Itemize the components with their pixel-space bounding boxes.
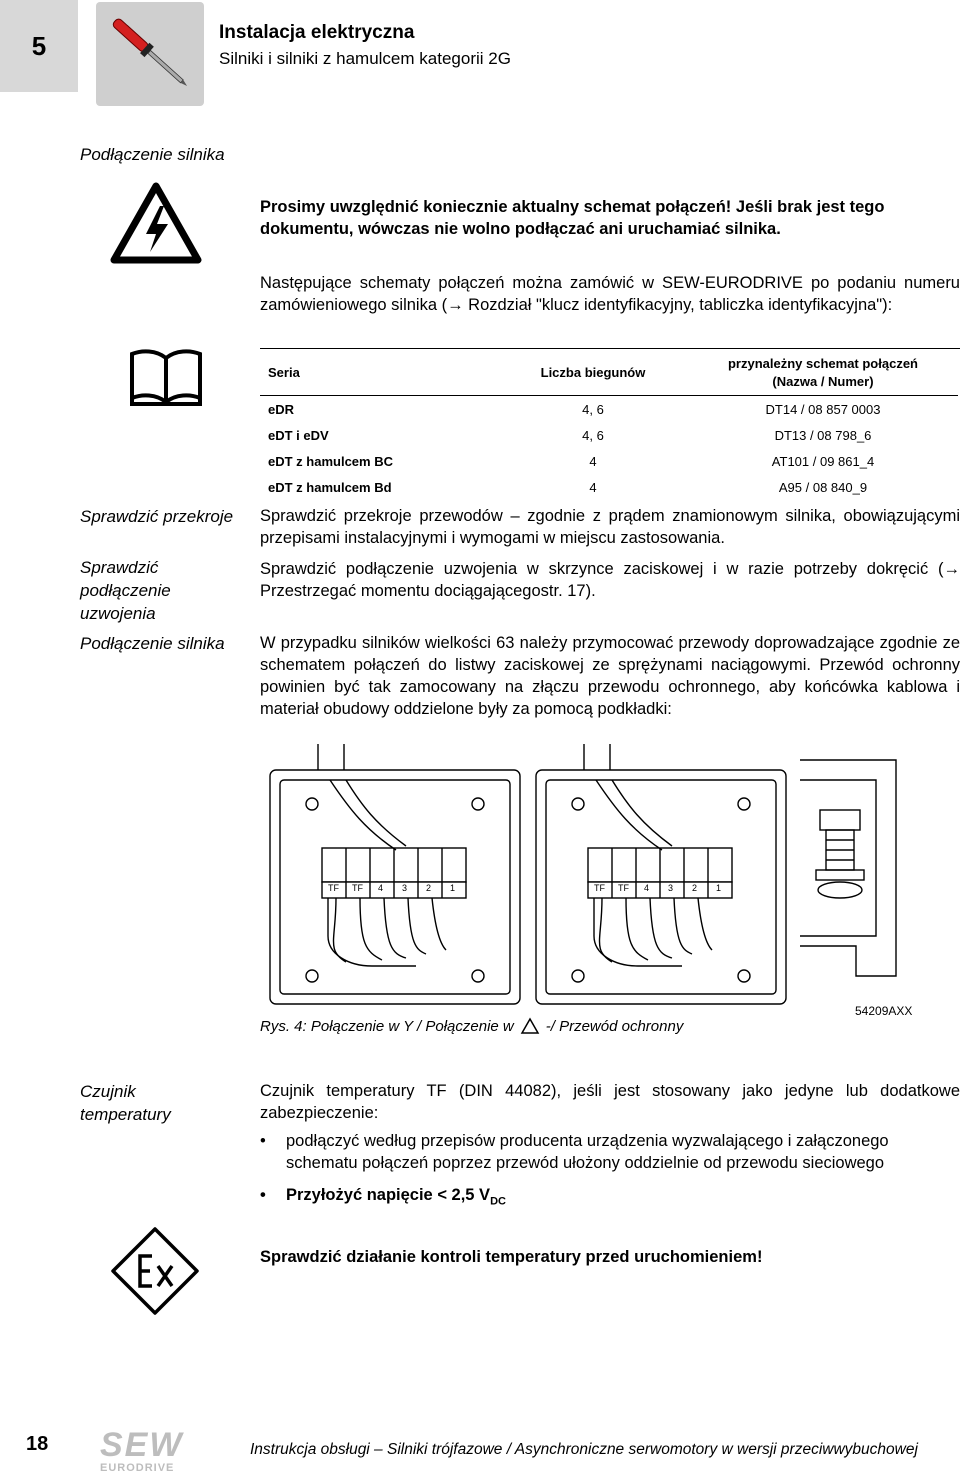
temperature-check-warning: Sprawdzić działanie kontroli temperatury przed uruchomieniem! [260, 1248, 763, 1266]
column-header-series: Seria [260, 349, 498, 396]
table-cell-diagram: AT101 / 09 861_4 [771, 453, 875, 469]
page-number: 18 [26, 1433, 49, 1455]
side-label-temperature-sensor: Czujnik temperatury [80, 1082, 171, 1124]
table-row [260, 448, 958, 474]
ground-terminal-detail [800, 760, 896, 976]
table-cell-poles: 4, 6 [582, 427, 604, 443]
terminal-label: TF [618, 883, 629, 893]
terminal-label: 1 [716, 883, 722, 893]
table-cell-series: eDT i eDV [268, 427, 329, 443]
voltage-subscript: DC [490, 1195, 506, 1208]
table-cell-series: eDT z hamulcem BC [268, 453, 393, 469]
figure-caption-part2: -/ Przewód ochronny [545, 1017, 684, 1035]
delta-triangle-icon [520, 1017, 540, 1035]
terminal-label: 3 [668, 883, 674, 893]
table-header-row [260, 349, 958, 396]
table-cell-series: eDR [268, 401, 295, 417]
figure-caption-part1: Rys. 4: Połączenie w Y / Połączenie w [260, 1017, 514, 1035]
column-header-diagram-line1: przynależny schemat połączeń [727, 355, 918, 371]
table-row [260, 422, 958, 448]
table-cell-series: eDT z hamulcem Bd [268, 479, 392, 495]
terminal-box-delta [536, 744, 786, 1004]
table-cell-poles: 4, 6 [582, 401, 604, 417]
column-header-diagram [688, 349, 958, 396]
motor-connection-paragraph: W przypadku silników wielkości 63 należy przymocować przewody doprowadzające zgodnie ze schematem połączeń do listwy zaciskowej ze sprężynami naciągowymi. Przewód ochronny powinien być tak zamocowany na złączu przewodu ochronnego, aby końcówka kablowa i materiał obudowy oddzielone były za pomocą podkładki: [260, 634, 960, 718]
cross-section-paragraph: Sprawdzić przekroje przewodów – zgodnie z prądem znamionowym silnika, obowiązującymi przepisami instalacyjnymi i wymogami w miejscu zastosowania. [260, 507, 960, 547]
column-header-poles: Liczba biegunów [498, 349, 688, 396]
side-label-motor-connection: Podłączenie silnika [80, 634, 225, 653]
header-title: Instalacja elektryczna [219, 22, 415, 43]
temperature-sensor-paragraph: Czujnik temperatury TF (DIN 44082), jeśli jest stosowany jako jedyne lub dodatkowe zabezpieczenie: [260, 1082, 960, 1122]
figure-caption [260, 1017, 683, 1035]
sew-eurodrive-logo [100, 1428, 208, 1476]
terminal-box-star [270, 744, 520, 1004]
side-label-check-cross-section: Sprawdzić przekroje [80, 507, 234, 526]
intro-paragraph: Następujące schematy połączeń można zamówić w SEW-EURODRIVE po podaniu numeru zamówieniowego silnika (→ Rozdział "klucz identyfikacyjny, tabliczka identyfikacyjna"): [260, 274, 960, 314]
list-item [260, 1184, 960, 1212]
list-item-text: podłączyć według przepisów producenta urządzenia wyzwalającego i załączonego schematu połączeń poprzez przewód ułożony oddzielnie od przewodu sieciowego [286, 1132, 889, 1172]
chapter-number: 5 [0, 0, 78, 92]
screwdriver-icon [96, 2, 204, 106]
terminal-box-figure [266, 740, 916, 1008]
table-cell-diagram: DT14 / 08 857 0003 [765, 401, 881, 417]
high-voltage-warning-icon [110, 182, 202, 264]
terminal-label: TF [594, 883, 605, 893]
terminal-label: 1 [450, 883, 456, 893]
table-cell-poles: 4 [589, 453, 597, 469]
terminal-label: TF [352, 883, 363, 893]
column-header-diagram-line2: (Nazwa / Numer) [772, 373, 874, 389]
terminal-label: 2 [426, 883, 432, 893]
side-label-check-winding: Sprawdzić podłączenie uzwojenia [80, 558, 171, 623]
screwdriver-icon-box [96, 2, 204, 106]
table-row [260, 474, 958, 500]
terminal-label: 3 [402, 883, 408, 893]
logo-text: SEW [100, 1426, 184, 1464]
list-item [260, 1130, 960, 1174]
terminal-label: 4 [378, 883, 384, 893]
winding-paragraph: Sprawdzić podłączenie uzwojenia w skrzynce zaciskowej i w razie potrzeby dokręcić (→ Przestrzegać momentu dociągającegostr. 17). [260, 560, 960, 600]
explosion-protection-icon [110, 1226, 200, 1316]
table-cell-diagram: DT13 / 08 798_6 [774, 427, 872, 443]
list-item-text: Przyłożyć napięcie < 2,5 V [286, 1186, 491, 1204]
figure-code: 54209AXX [855, 1004, 913, 1018]
terminal-label: 4 [644, 883, 650, 893]
terminal-label: 2 [692, 883, 698, 893]
section-title: Podłączenie silnika [80, 145, 225, 164]
book-icon [128, 348, 204, 406]
table-cell-diagram: A95 / 08 840_9 [778, 479, 868, 495]
document-title: Instrukcja obsługi – Silniki trójfazowe / Asynchroniczne serwomotory w wersji przeciwwybuchowej [250, 1441, 918, 1458]
terminal-label: TF [328, 883, 339, 893]
temperature-sensor-list [260, 1130, 960, 1222]
header-subtitle: Silniki i silniki z hamulcem kategorii 2G [219, 49, 511, 68]
connection-diagram-warning: Prosimy uwzględnić koniecznie aktualny schemat połączeń! Jeśli brak jest tego dokumentu, wówczas nie wolno podłączać ani uruchamiać silnika. [260, 198, 885, 238]
table-cell-poles: 4 [589, 479, 597, 495]
logo-subtext: EURODRIVE [100, 1462, 175, 1474]
connection-diagram-table [260, 348, 960, 500]
table-row [260, 396, 958, 423]
